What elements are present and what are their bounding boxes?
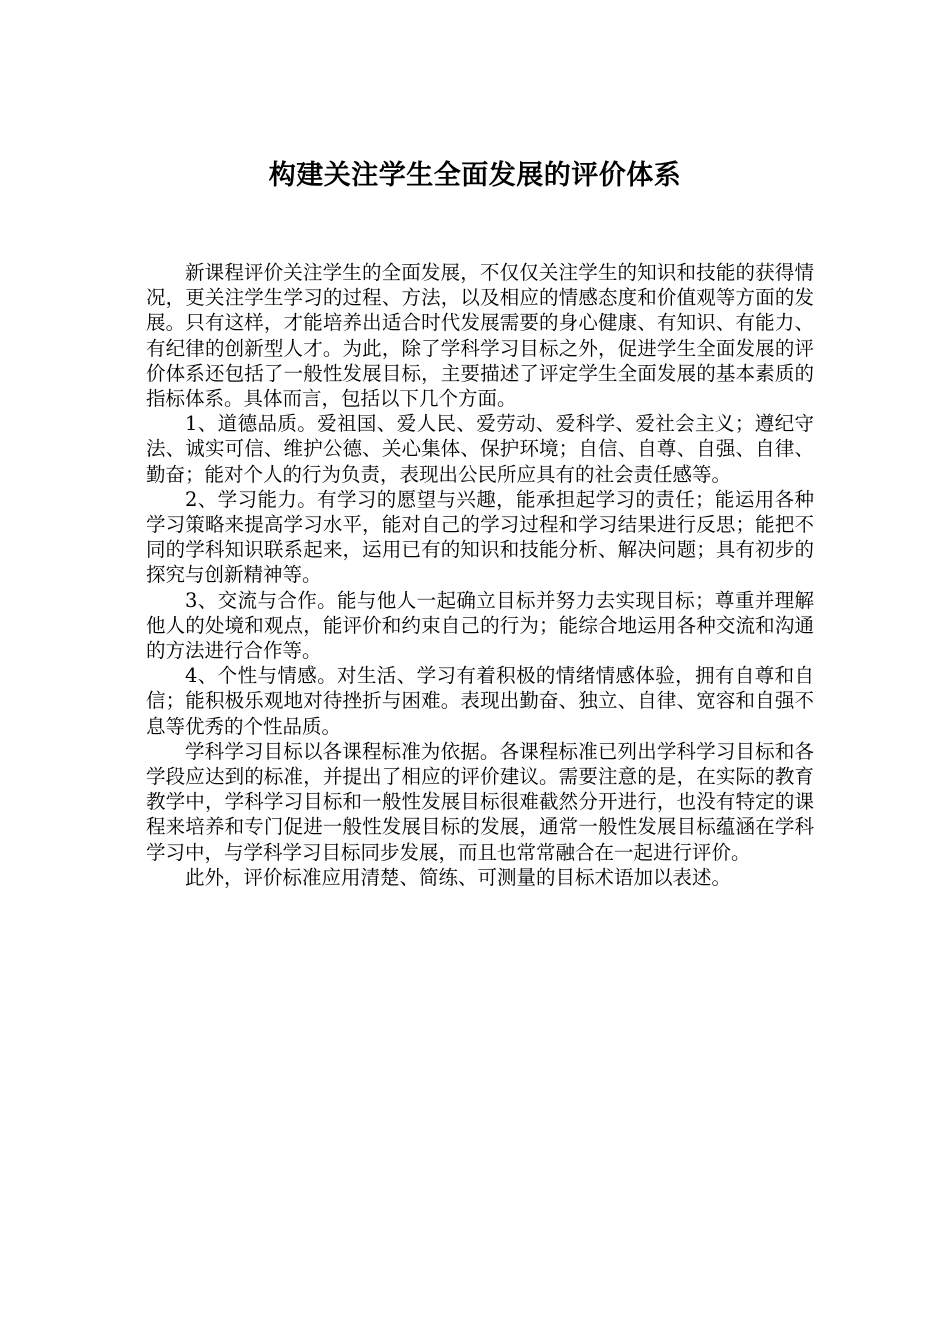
document-title: 构建关注学生全面发展的评价体系: [268, 160, 682, 191]
paragraph-personality-emotion: 4、个性与情感。对生活、学习有着积极的情绪情感体验，拥有自尊和自信；能积极乐观地对待挫折与困难。表现出勤奋、独立、自律、宽容和自强不息等优秀的个性品质。: [146, 664, 814, 738]
paragraph-communication-cooperation: 3、交流与合作。能与他人一起确立目标并努力去实现目标；尊重并理解他人的处境和观点，能评价和约束自己的行为；能综合地运用各种交流和沟通的方法进行合作等。: [146, 588, 814, 663]
intro-paragraph: 新课程评价关注学生的全面发展，不仅仅关注学生的知识和技能的获得情况，更关注学生学习的过程、方法，以及相应的情感态度和价值观等方面的发展。只有这样，才能培养出适合时代发展需要的身心健康、有知识、有能力、有纪律的创新型人才。为此，除了学科学习目标之外，促进学生全面发展的评价体系还包括了一般性发展目标，主要描述了评定学生全面发展的基本素质的指标体系。具体而言，包括以下几个方面。: [146, 261, 814, 411]
paragraph-learning-ability: 2、学习能力。有学习的愿望与兴趣，能承担起学习的责任；能运用各种学习策略来提高学习水平，能对自己的学习过程和学习结果进行反思；能把不同的学科知识联系起来，运用已有的知识和技能分析、解决问题；具有初步的探究与创新精神等。: [146, 487, 814, 587]
paragraph-subject-goals: 学科学习目标以各课程标准为依据。各课程标准已列出学科学习目标和各学段应达到的标准，并提出了相应的评价建议。需要注意的是，在实际的教育教学中，学科学习目标和一般性发展目标很难截然分开进行，也没有特定的课程来培养和专门促进一般性发展目标的发展，通常一般性发展目标蕴涵在学科学习中，与学科学习目标同步发展，而且也常常融合在一起进行评价。: [146, 739, 814, 864]
paragraph-evaluation-standards: 此外，评价标准应用清楚、简练、可测量的目标术语加以表述。: [185, 865, 732, 889]
document-body: [146, 260, 814, 890]
paragraph-moral-quality: 1、道德品质。爱祖国、爱人民、爱劳动、爱科学、爱社会主义；遵纪守法、诚实可信、维护公德、关心集体、保护环境；自信、自尊、自强、自律、勤奋；能对个人的行为负责，表现出公民所应具有的社会责任感等。: [146, 412, 814, 486]
